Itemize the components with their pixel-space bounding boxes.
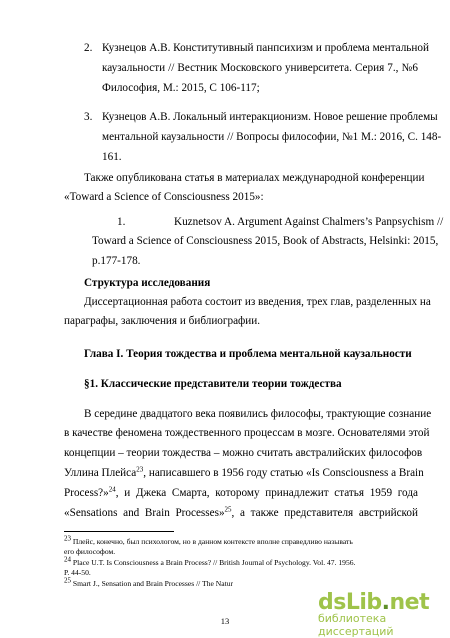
footnote: $^{23}$ Плейс, конечно, был психологом, но в данном контексте вполне справедливо называть (64, 534, 353, 546)
list-number: 1. (117, 216, 126, 228)
footnote-ref: 24 (108, 485, 116, 494)
list-item-line: ментальной каузальности // Вопросы философии, №1 М.: 2016, С. 148- (102, 131, 442, 143)
paragraph-line: параграфы, заключения и библиографии. (64, 315, 261, 327)
footnote-ref: 25 (224, 505, 232, 514)
footnote-divider (64, 531, 174, 532)
footnote-ref: 23 (136, 465, 144, 474)
list-item-line: 161. (102, 151, 122, 163)
footnote: $^{25}$ Smart J., Sensation and Brain Processes // The Natur (64, 576, 234, 588)
list-item-line: Toward a Science of Consciousness 2015, Book of Abstracts, Helsinki: 2015, (92, 235, 439, 247)
list-item-line: Kuznetsov A. Argument Against Chalmers’s Panpsychism // (174, 216, 444, 228)
chapter-heading: Глава I. Теория тождества и проблема ментальной каузальности (84, 348, 412, 360)
watermark-logo (318, 590, 448, 638)
paragraph-line: «Sensations and Brain Processes»$^{25}$, а также представителя австрийской (64, 505, 418, 519)
paragraph-line: концепции – теории тождества – можно считать австралийских философов (64, 447, 423, 459)
list-number: 3. (84, 111, 93, 123)
footnote-line: его философом. (64, 547, 116, 556)
list-number: 2. (84, 42, 93, 54)
footnote-line: P. 44-50. (64, 568, 91, 577)
section-heading: §1. Классические представители теории тождества (84, 378, 342, 390)
paragraph-line: Также опубликована статья в материалах международной конференции (84, 172, 425, 184)
list-item-line: Философия, М.: 2015, С 106-117; (102, 82, 260, 94)
list-item-line: Кузнецов А.В. Конститутивный панпсихизм и проблема ментальной (102, 42, 429, 54)
list-item-line: p.177-178. (92, 255, 141, 267)
watermark-subtitle: библиотека диссертаций (318, 612, 394, 638)
paragraph-line: Уллина Плейса$^{23}$, написавшего в 1956 году статью «Is Consciousness a Brain (64, 465, 424, 479)
paragraph-line: «Toward a Science of Consciousness 2015»: (64, 191, 264, 203)
paragraph-line: в качестве феномена тождественного процессам в мозге. Основателями этой (64, 427, 430, 439)
paragraph-line: Process?»$^{24}$, и Джека Смарта, которому принадлежит статья 1959 года (64, 485, 418, 499)
watermark-logo-text: dsLib.net (318, 590, 430, 615)
paragraph-line: В середине двадцатого века появились философы, трактующие сознание (84, 408, 432, 420)
list-item-line: Кузнецов А.В. Локальный интеракционизм. Новое решение проблемы (102, 111, 438, 123)
footnote: $^{24}$ Place U.T. Is Consciousness a Brain Process? // British Journal of Psychology. Vol. 47. 1956. (64, 555, 356, 567)
paragraph-line: Диссертационная работа состоит из введения, трех глав, разделенных на (84, 296, 431, 308)
page-number: 13 (220, 616, 230, 626)
list-item-line: каузальности // Вестник Московского университета. Серия 7., №6 (102, 62, 418, 74)
section-heading: Структура исследования (84, 277, 211, 289)
